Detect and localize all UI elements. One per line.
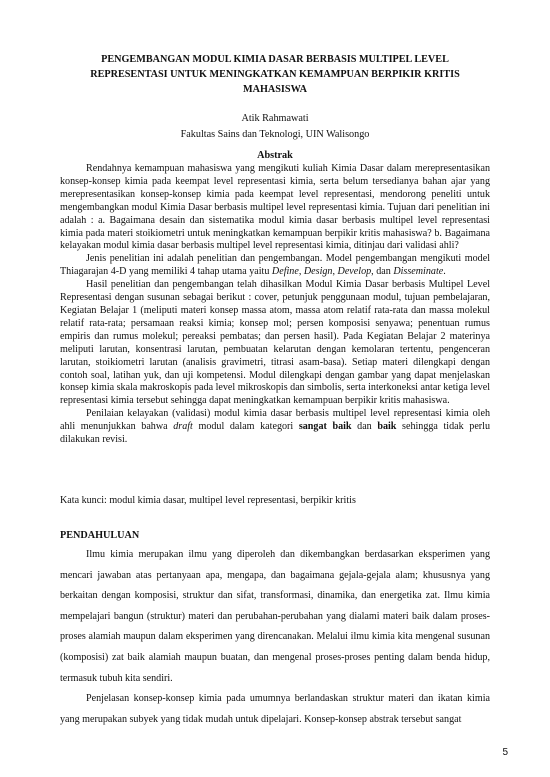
term-design: Design — [303, 266, 333, 278]
abstract-text: Jenis penelitian ini adalah penelitian dan pengembangan. Model pengembangan mengikuti model Thiagarajan 4-D yang memiliki 4 tahap utama yaitu — [60, 253, 490, 278]
term-define: Define — [271, 266, 299, 278]
paper-title — [60, 52, 490, 97]
section-heading: PENDAHULUAN — [60, 530, 140, 541]
abstract-paragraph: Hasil penelitian dan pengembangan telah dihasilkan Modul Kimia Dasar berbasis Multipel Level Representasi dengan susunan sebagai berikut : cover, petunjuk penggunaan modul, tujuan pembelajaran, Kegiatan Belajar 1 (meliputi materi konsep massa atom, massa atom relatif rata-rata dan massa molekul relatif rata-rata; persamaan reaksi kimia; konsep mol; persen komposisi senyawa; penentuan rumus empiris dan rumus molekul; pereaksi pembatas; dan persen hasil). Pada Kegiatan Belajar 2 materinya meliputi larutan, konsentrasi larutan, pembuatan kelarutan dengan kemolaran tertentu, pengenceran larutan, stoikiometri larutan (analisis gravimetri, titrasi asam-basa). Setiap materi dilengkapi dengan contoh soal, latihan yuk, dan uji kompetensi. Modul dilengkapi dengan gambar yang dapat menjelaskan konsep kimia skala makroskopis pada level mikroskopis dan simbolis, serta interkoneksi antar ketiga level representasi kimia tersebut sehingga dapat meningkatkan kemampuan berpikir kritis mahasiswa. — [60, 279, 491, 407]
title-line: REPRESENTASI UNTUK MENINGKATKAN KEMAMPUAN BERPIKIR KRITIS — [90, 69, 460, 80]
term-disseminate: Disseminate — [393, 266, 444, 278]
title-line: MAHASISWA — [243, 84, 307, 95]
author-name: Atik Rahmawati — [241, 113, 309, 124]
title-line: PENGEMBANGAN MODUL KIMIA DASAR BERBASIS MULTIPEL LEVEL — [101, 54, 449, 65]
body-paragraph: Ilmu kimia merupakan ilmu yang diperoleh dan dikembangkan berdasarkan eksperimen yang mencari jawaban atas pertanyaan apa, mengapa, dan bagaimana gejala-gejala alam; khususnya yang berkaitan dengan komposisi, struktur dan sifat, transformasi, dinamika, dan energetika zat. Ilmu kimia mempelajari bangun (struktur) materi dan perubahan-perubahan yang dialami materi baik dalam proses-proses alamiah maupun dalam eksperimen yang direncanakan. Melalui ilmu kimia kita mengenal susunan (komposisi) zat baik alamiah maupun buatan, dan mengenal proses-proses penting dalam benda hidup, termasuk tubuh kita sendiri. — [60, 549, 490, 684]
abstract-paragraph — [60, 408, 490, 447]
body-paragraph: Penjelasan konsep-konsep kimia pada umumnya berlandaskan struktur materi dan ikatan kimia yang merupakan subyek yang tidak mudah untuk dipelajari. Konsep-konsep abstrak tersebut sangat — [60, 693, 490, 725]
abstract-text: dan — [357, 421, 372, 433]
abstract-text: dan — [376, 266, 391, 278]
abstract-text: modul dalam kategori — [198, 421, 294, 433]
section-body — [60, 545, 490, 730]
abstract-paragraph: Jenis penelitian ini adalah penelitian dan pengembangan. Model pengembangan mengikuti model Thiagarajan 4-D yang memiliki 4 tahap utama yaitu Define, Design, Develop, dan Disseminate. — [60, 253, 490, 278]
rating-good: baik — [377, 421, 397, 433]
abstract-text: Penilaian kelayakan (validasi) modul kimia dasar berbasis multipel level representasi kimia oleh ahli menunjukkan bahwa — [60, 408, 490, 433]
page-number: 5 — [502, 747, 508, 758]
author-affiliation: Fakultas Sains dan Teknologi, UIN Walisongo — [180, 129, 370, 140]
term-develop: Develop — [337, 266, 372, 278]
keywords: Kata kunci: modul kimia dasar, multipel level representasi, berpikir kritis — [60, 495, 356, 506]
abstract-paragraph: Rendahnya kemampuan mahasiswa yang mengikuti kuliah Kimia Dasar dalam merepresentasikan konsep-konsep kimia pada keempat level representasi kimia, serta belum tersedianya bahan ajar yang merepresentasikan konsep-konsep kimia pada keempat level representasi, mendorong peneliti untuk mengembangkan modul Kimia Dasar berbasis multipel level representasi kimia. Tujuan dari penelitian ini adalah : a. Bagaimana desain dan sistematika modul kimia dasar berbasis multipel level representasi kimia pada materi stoikiometri untuk meningkatkan kemampuan berpikir kritis mahasiswa? b. Bagaimana kelayakan modul kimia dasar berbasis multipel level representasi kimia, ditinjau dari validasi ahli? — [60, 163, 490, 252]
author-block — [60, 111, 490, 143]
abstract-body — [60, 163, 490, 447]
abstract-text: sehingga tidak perlu dilakukan revisi. — [60, 421, 491, 446]
term-draft: draft — [173, 421, 193, 433]
rating-very-good: sangat baik — [298, 421, 352, 433]
abstract-heading: Abstrak — [257, 150, 293, 161]
